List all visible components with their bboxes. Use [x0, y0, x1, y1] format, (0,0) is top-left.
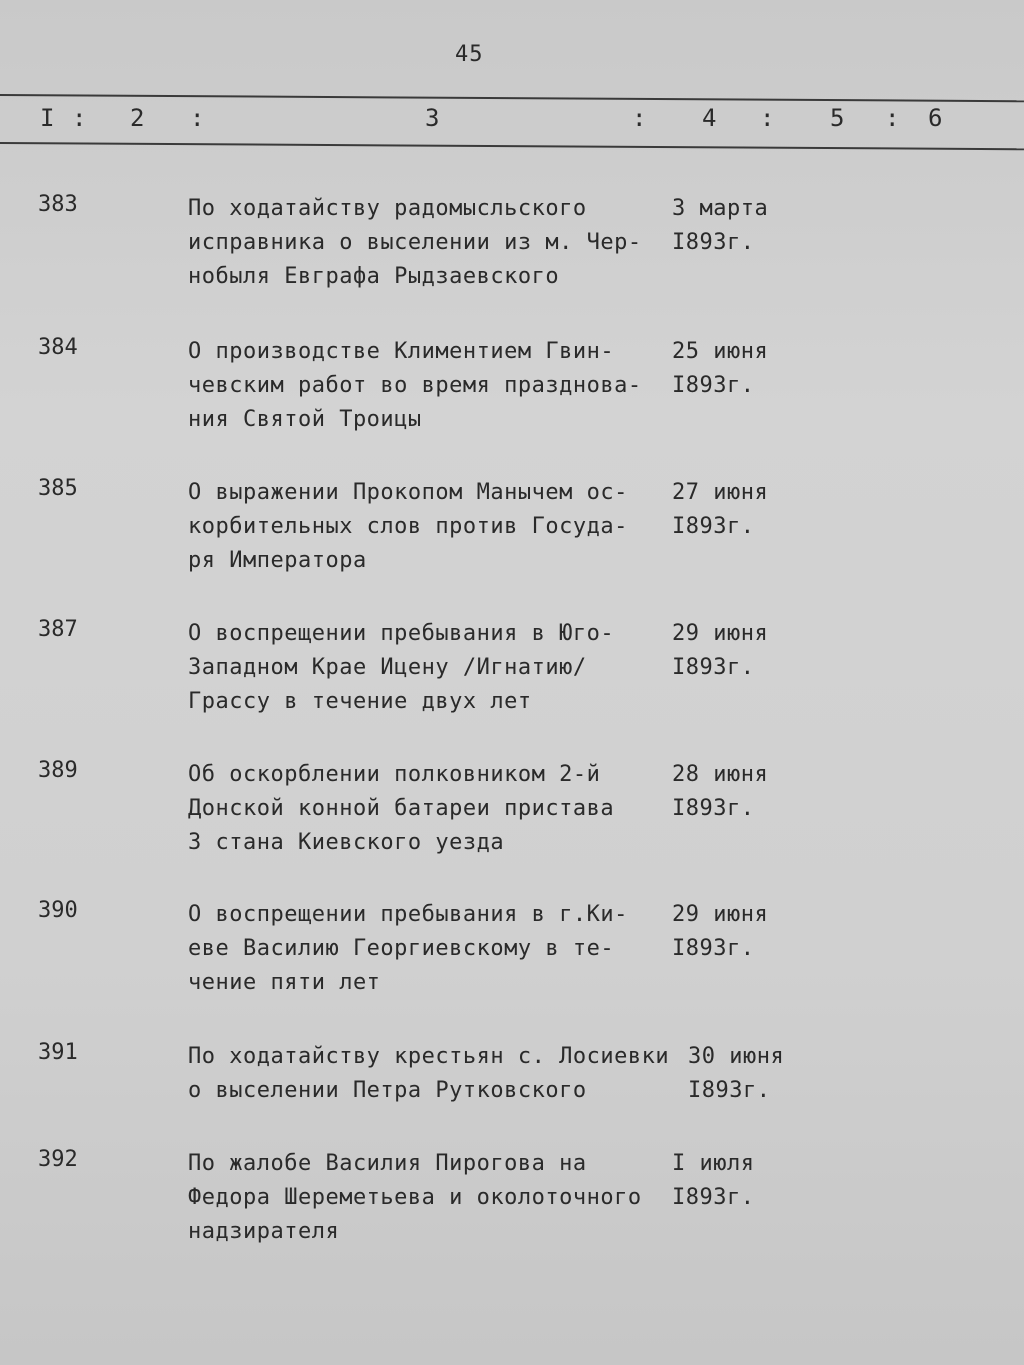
record-title-line: о выселении Петра Рутковского: [188, 1078, 587, 1103]
record-title-line: чевским работ во время празднова-: [188, 373, 642, 398]
column-separator: :: [72, 104, 87, 132]
record-date-line: I893г.: [672, 514, 755, 539]
record-row: [0, 758, 1024, 878]
record-title-line: еве Василию Георгиевскому в те-: [188, 936, 615, 961]
column-6-header: 6: [928, 104, 943, 132]
record-title-line: нобыля Евграфа Рыдзаевского: [188, 264, 560, 289]
column-separator: :: [190, 104, 205, 132]
record-date-line: 29 июня: [672, 902, 769, 927]
record-title-line: О воспрещении пребывания в Юго-: [188, 621, 615, 646]
record-number: 389: [38, 758, 78, 783]
column-3-header: 3: [425, 104, 440, 132]
record-row: [0, 617, 1024, 737]
record-title-line: ря Императора: [188, 548, 367, 573]
record-date-line: 27 июня: [672, 480, 769, 505]
record-number: 391: [38, 1040, 78, 1065]
record-title-line: О производстве Климентием Гвин-: [188, 339, 615, 364]
record-date-line: I893г.: [672, 796, 755, 821]
record-title-line: О воспрещении пребывания в г.Ки-: [188, 902, 628, 927]
record-title-line: чение пяти лет: [188, 970, 381, 995]
record-number: 392: [38, 1147, 78, 1172]
record-date-line: I893г.: [688, 1078, 771, 1103]
record-date-line: I893г.: [672, 655, 755, 680]
record-title-line: исправника о выселении из м. Чер-: [188, 230, 642, 255]
column-separator: :: [885, 104, 900, 132]
record-row: [0, 1147, 1024, 1267]
record-number: 384: [38, 335, 78, 360]
record-row: [0, 192, 1024, 312]
header-bottom-rule: [0, 142, 1024, 150]
record-row: [0, 1040, 1024, 1160]
record-title: [188, 1147, 668, 1249]
record-number: 390: [38, 898, 78, 923]
record-number: 385: [38, 476, 78, 501]
record-title: [188, 335, 668, 437]
record-title: [188, 898, 668, 1000]
record-title-line: По ходатайству крестьян с. Лосиевки: [188, 1044, 670, 1069]
record-date-line: I893г.: [672, 230, 755, 255]
page-number: 45: [455, 42, 484, 67]
record-title-line: 3 стана Киевского уезда: [188, 830, 505, 855]
column-separator: :: [632, 104, 647, 132]
column-separator: :: [760, 104, 775, 132]
column-1-header: I: [40, 104, 55, 132]
record-title-line: Об оскорблении полковником 2-й: [188, 762, 601, 787]
record-date: [672, 335, 768, 403]
record-title-line: Федора Шереметьева и околоточного: [188, 1185, 642, 1210]
column-4-header: 4: [702, 104, 717, 132]
record-date: [672, 1147, 754, 1215]
record-title: [188, 192, 668, 294]
record-date-line: I893г.: [672, 1185, 755, 1210]
record-date-line: 3 марта: [672, 196, 769, 221]
header-top-rule: [0, 94, 1024, 102]
record-date: [672, 617, 768, 685]
record-date-line: I893г.: [672, 936, 755, 961]
record-title-line: ния Святой Троицы: [188, 407, 422, 432]
record-date: [672, 192, 768, 260]
record-row: [0, 898, 1024, 1018]
record-number: 387: [38, 617, 78, 642]
record-date: [672, 898, 768, 966]
record-title-line: По ходатайству радомысльского: [188, 196, 587, 221]
record-title-line: Западном Крае Ицену /Игнатию/: [188, 655, 587, 680]
record-date-line: I июля: [672, 1151, 755, 1176]
column-2-header: 2: [130, 104, 145, 132]
record-title: [188, 758, 668, 860]
record-row: [0, 335, 1024, 455]
record-date: [672, 758, 768, 826]
record-title: [188, 1040, 668, 1108]
record-title-line: О выражении Прокопом Манычем ос-: [188, 480, 628, 505]
record-date: [688, 1040, 784, 1108]
record-row: [0, 476, 1024, 596]
record-title: [188, 617, 668, 719]
record-title-line: надзирателя: [188, 1219, 340, 1244]
record-title-line: корбительных слов против Госуда-: [188, 514, 628, 539]
record-title-line: Грассу в течение двух лет: [188, 689, 532, 714]
record-title: [188, 476, 668, 578]
record-date-line: 28 июня: [672, 762, 769, 787]
record-title-line: По жалобе Василия Пирогова на: [188, 1151, 587, 1176]
record-date-line: 30 июня: [688, 1044, 785, 1069]
column-5-header: 5: [830, 104, 845, 132]
record-title-line: Донской конной батареи пристава: [188, 796, 615, 821]
record-number: 383: [38, 192, 78, 217]
record-date-line: 25 июня: [672, 339, 769, 364]
record-date: [672, 476, 768, 544]
record-date-line: 29 июня: [672, 621, 769, 646]
record-date-line: I893г.: [672, 373, 755, 398]
